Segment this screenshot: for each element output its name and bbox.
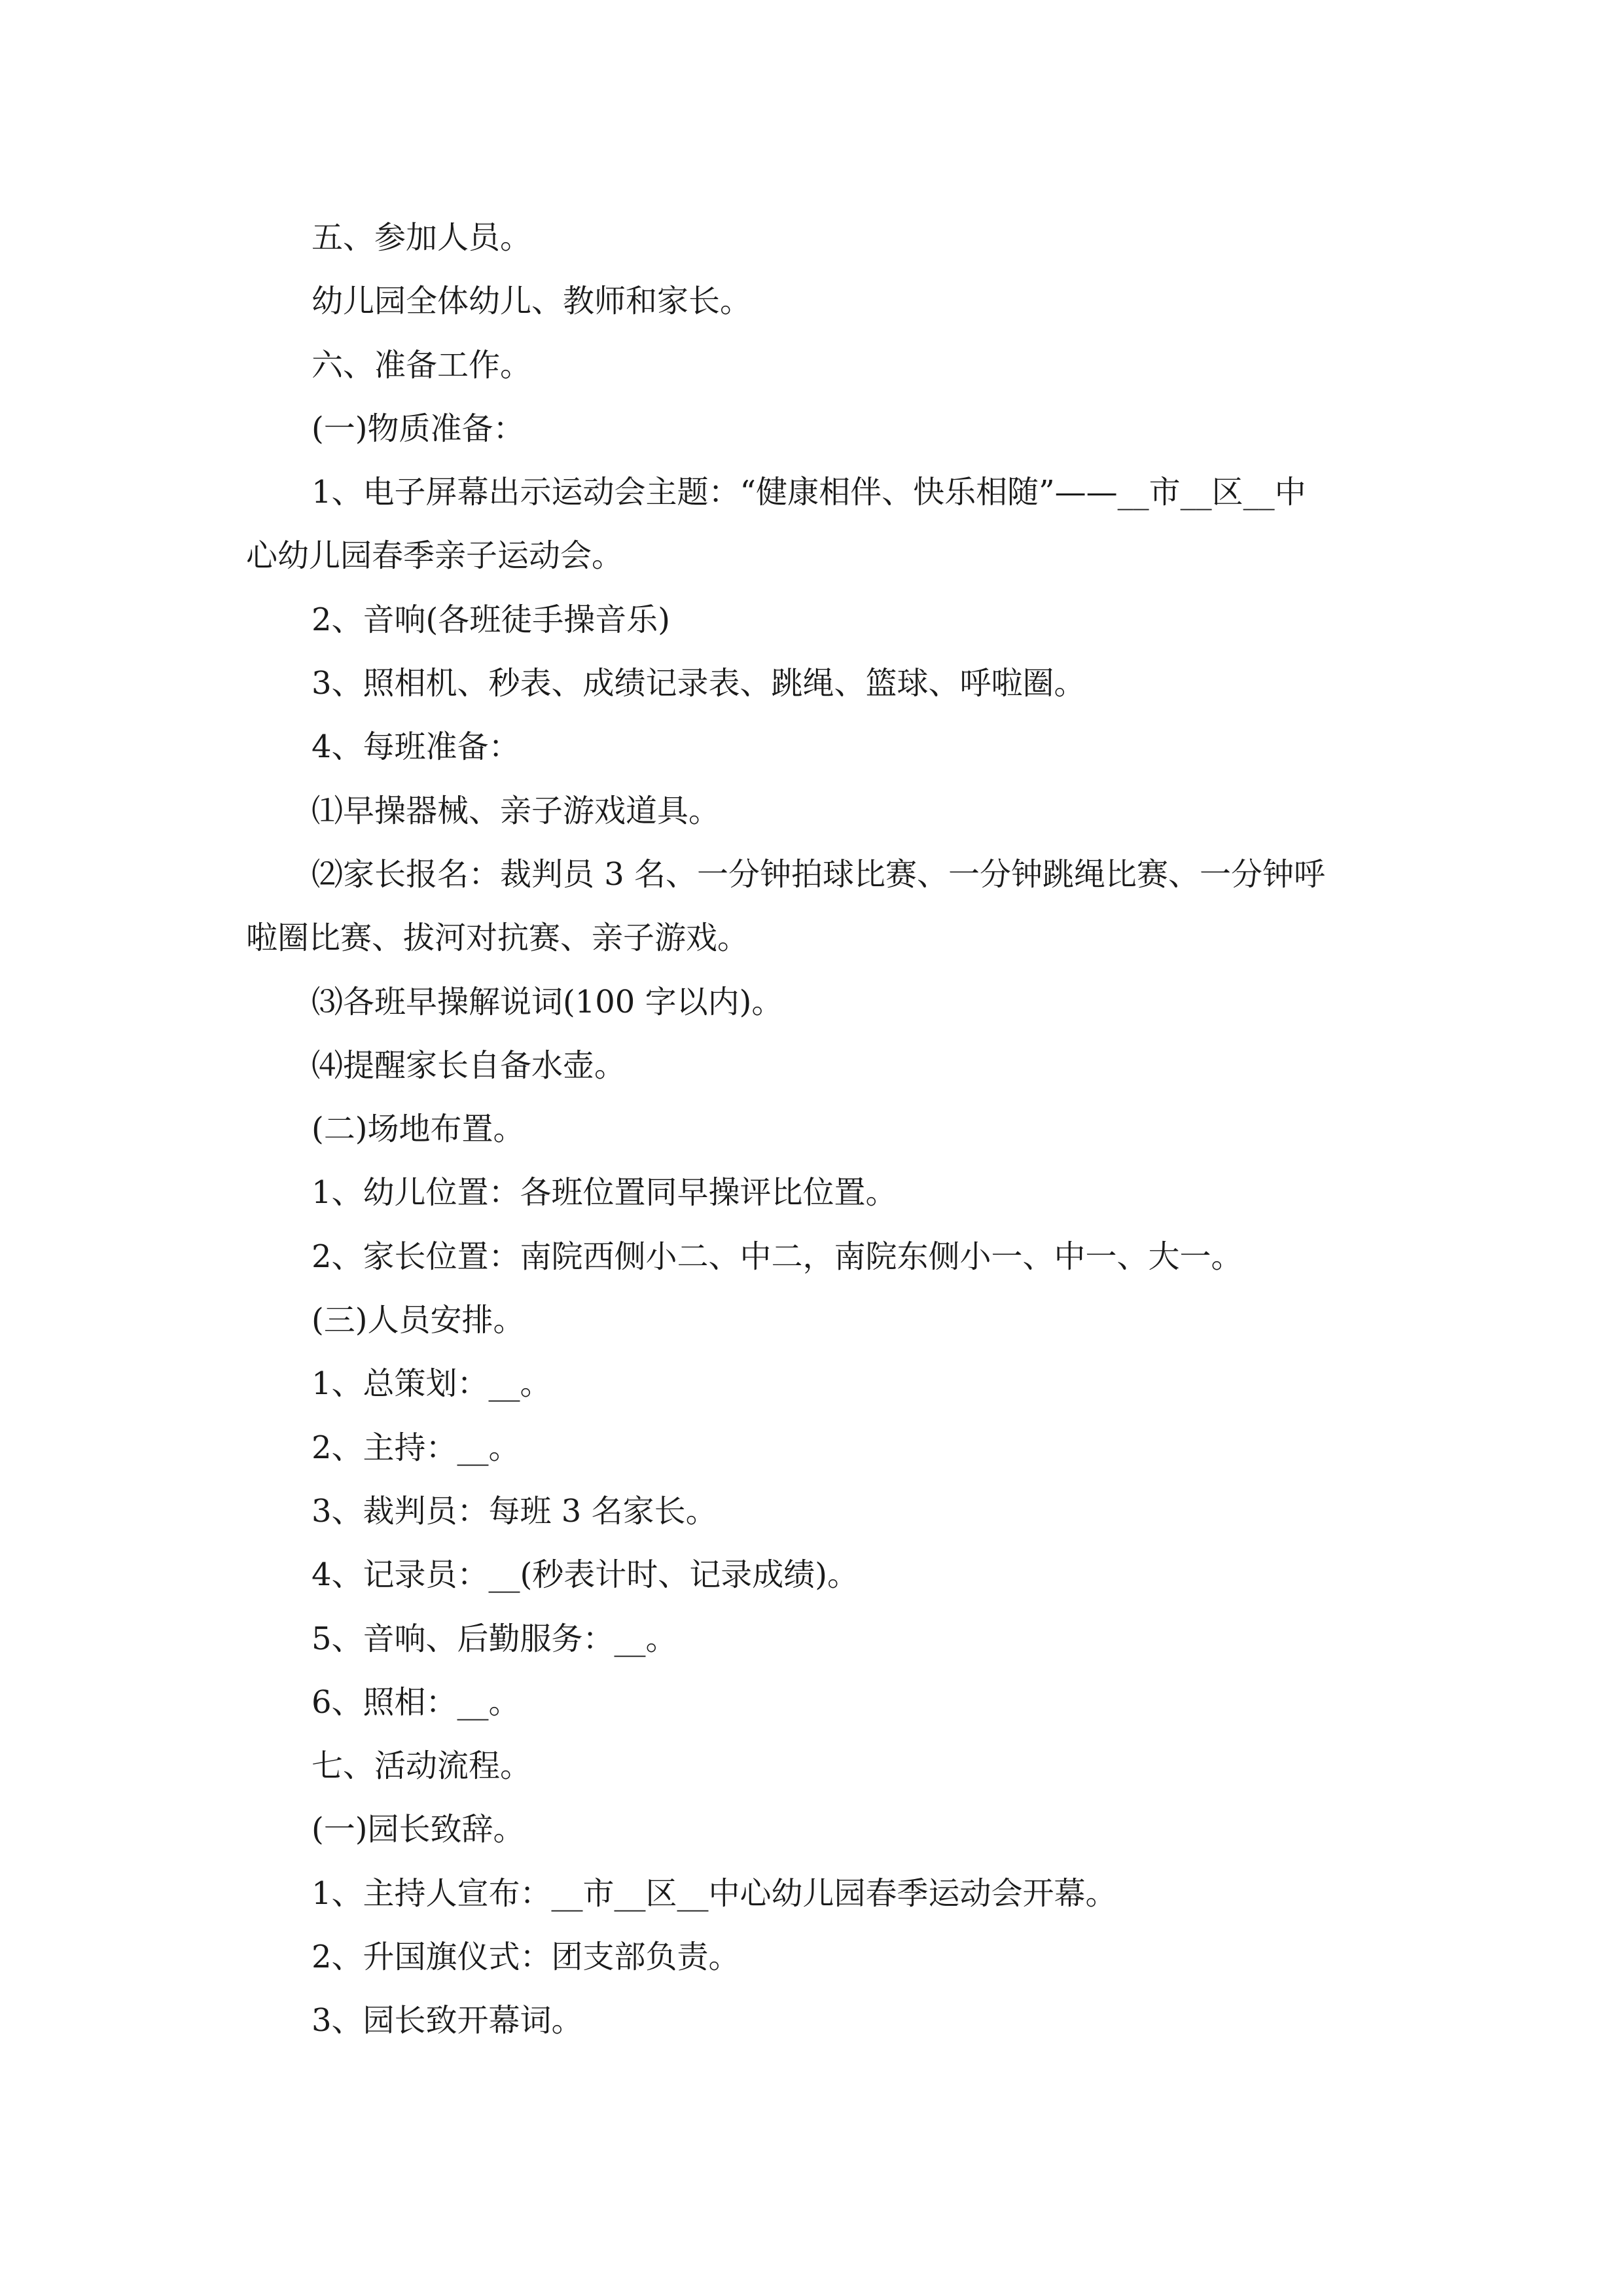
document-line: (三)人员安排。 bbox=[312, 1302, 525, 1339]
document-line: 2、升国旗仪式：团支部负责。 bbox=[312, 1939, 740, 1976]
document-body bbox=[246, 206, 1381, 2053]
document-line: 2、主持：__。 bbox=[312, 1429, 520, 1466]
document-line: 六、准备工作。 bbox=[312, 346, 532, 384]
document-line: 3、照相机、秒表、成绩记录表、跳绳、篮球、呼啦圈。 bbox=[312, 665, 1086, 702]
document-line: 2、家长位置：南院西侧小二、中二，南院东侧小一、中一、大一。 bbox=[312, 1238, 1243, 1275]
document-line: 4、每班准备： bbox=[312, 728, 520, 766]
document-line: 6、照相：__。 bbox=[312, 1683, 520, 1721]
document-line: 1、主持人宣布：__市__区__中心幼儿园春季运动会开幕。 bbox=[312, 1874, 1117, 1912]
document-line: 5、音响、后勤服务：__。 bbox=[312, 1620, 677, 1657]
document-line: ⑴早操器械、亲子游戏道具。 bbox=[312, 792, 721, 829]
document-line: 1、电子屏幕出示运动会主题：“健康相伴、快乐相随”——__市__区__中 bbox=[312, 474, 1306, 511]
document-line: 啦圈比赛、拔河对抗赛、亲子游戏。 bbox=[246, 920, 749, 957]
document-line: 3、裁判员：每班 3 名家长。 bbox=[312, 1492, 717, 1530]
document-line: (一)园长致辞。 bbox=[312, 1811, 525, 1848]
document-line: 2、音响(各班徒手操音乐) bbox=[312, 601, 670, 638]
document-line: (一)物质准备： bbox=[312, 410, 525, 447]
document-line: 七、活动流程。 bbox=[312, 1748, 532, 1785]
document-line: 1、幼儿位置：各班位置同早操评比位置。 bbox=[312, 1174, 897, 1211]
document-line: 五、参加人员。 bbox=[312, 219, 532, 256]
document-line: ⑵家长报名：裁判员 3 名、一分钟拍球比赛、一分钟跳绳比赛、一分钟呼 bbox=[312, 855, 1326, 893]
document-line: ⑷提醒家长自备水壶。 bbox=[312, 1047, 626, 1084]
document-line: 1、总策划：__。 bbox=[312, 1365, 552, 1403]
document-line: 3、园长致开幕词。 bbox=[312, 2002, 583, 2039]
document-line: ⑶各班早操解说词(100 字以内)。 bbox=[312, 983, 783, 1020]
document-line: (二)场地布置。 bbox=[312, 1111, 525, 1148]
document-line: 4、记录员：__(秒表计时、记录成绩)。 bbox=[312, 1556, 859, 1594]
document-line: 幼儿园全体幼儿、教师和家长。 bbox=[312, 283, 752, 320]
document-line: 心幼儿园春季亲子运动会。 bbox=[246, 537, 624, 575]
